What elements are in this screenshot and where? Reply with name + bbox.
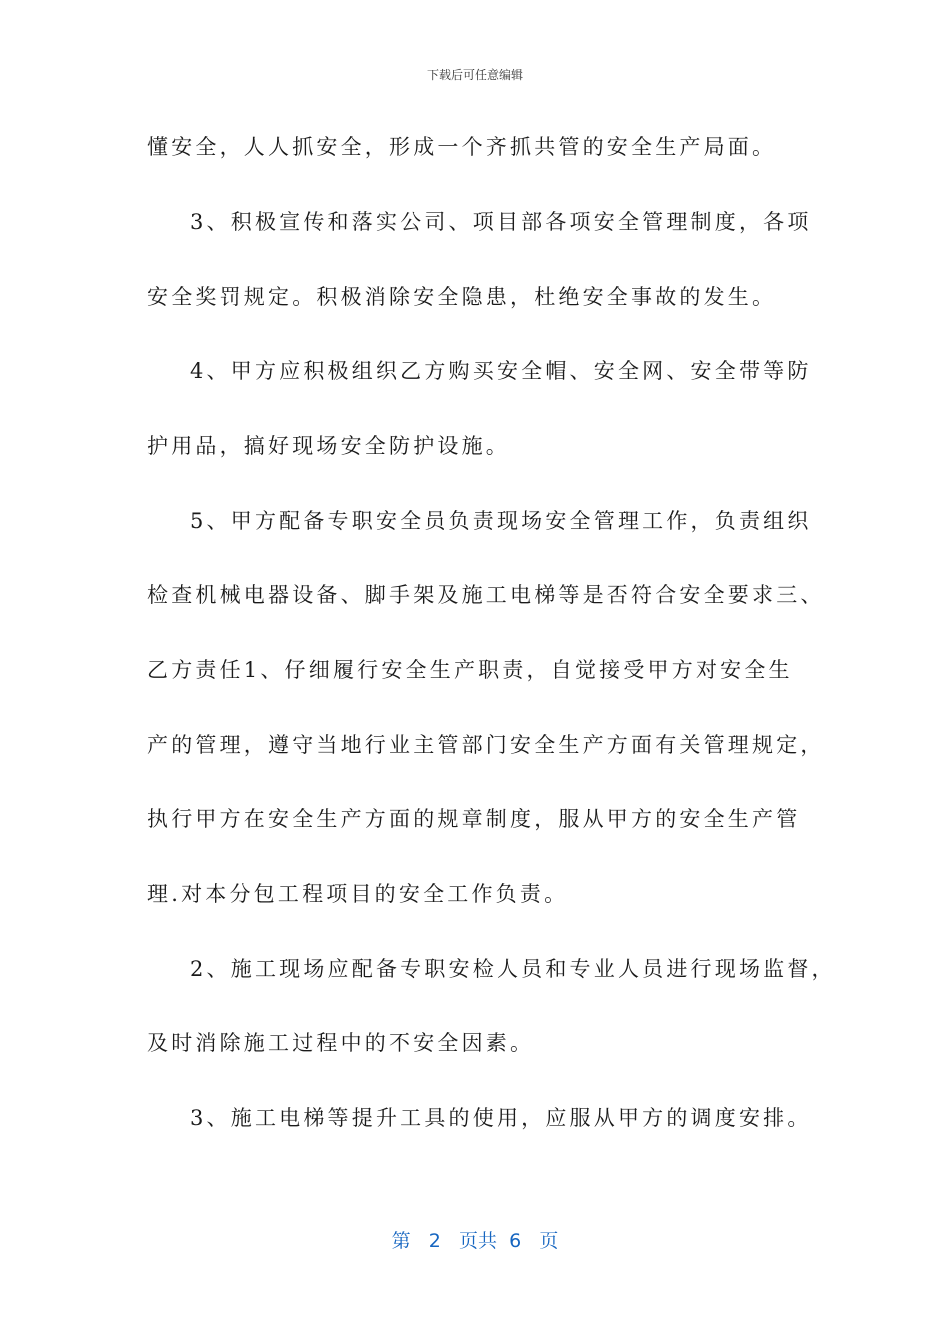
text-line: 安全奖罚规定。积极消除安全隐患，杜绝安全事故的发生。	[147, 285, 777, 309]
page-label: 第	[391, 1230, 411, 1252]
text-line: 理.对本分包工程项目的安全工作负责。	[147, 882, 569, 906]
text-line: 乙方责任1、仔细履行安全生产职责，自觉接受甲方对安全生	[147, 658, 793, 682]
total-label: 页共	[459, 1230, 498, 1252]
page-number: 2	[428, 1230, 441, 1252]
text-line: 3、积极宣传和落实公司、项目部各项安全管理制度，各项	[190, 210, 812, 234]
text-line: 4、甲方应积极组织乙方购买安全帽、安全网、安全带等防	[190, 359, 812, 383]
text-line: 产的管理，遵守当地行业主管部门安全生产方面有关管理规定，	[147, 733, 825, 757]
text-line: 执行甲方在安全生产方面的规章制度，服从甲方的安全生产管	[147, 807, 801, 831]
text-line: 检查机械电器设备、脚手架及施工电梯等是否符合安全要求三、	[147, 583, 825, 607]
page-footer	[0, 1226, 950, 1253]
total-pages: 6	[509, 1230, 522, 1252]
text-line: 5、甲方配备专职安全员负责现场安全管理工作，负责组织	[190, 509, 812, 533]
text-line: 2、施工现场应配备专职安检人员和专业人员进行现场监督，	[190, 957, 836, 981]
text-line: 3、施工电梯等提升工具的使用，应服从甲方的调度安排。	[190, 1106, 812, 1130]
page-suffix: 页	[539, 1230, 559, 1252]
page-header-note: 下载后可任意编辑	[426, 68, 523, 82]
text-line: 护用品，搞好现场安全防护设施。	[147, 434, 510, 458]
text-line: 及时消除施工过程中的不安全因素。	[147, 1031, 535, 1055]
text-line: 懂安全，人人抓安全，形成一个齐抓共管的安全生产局面。	[147, 135, 777, 159]
